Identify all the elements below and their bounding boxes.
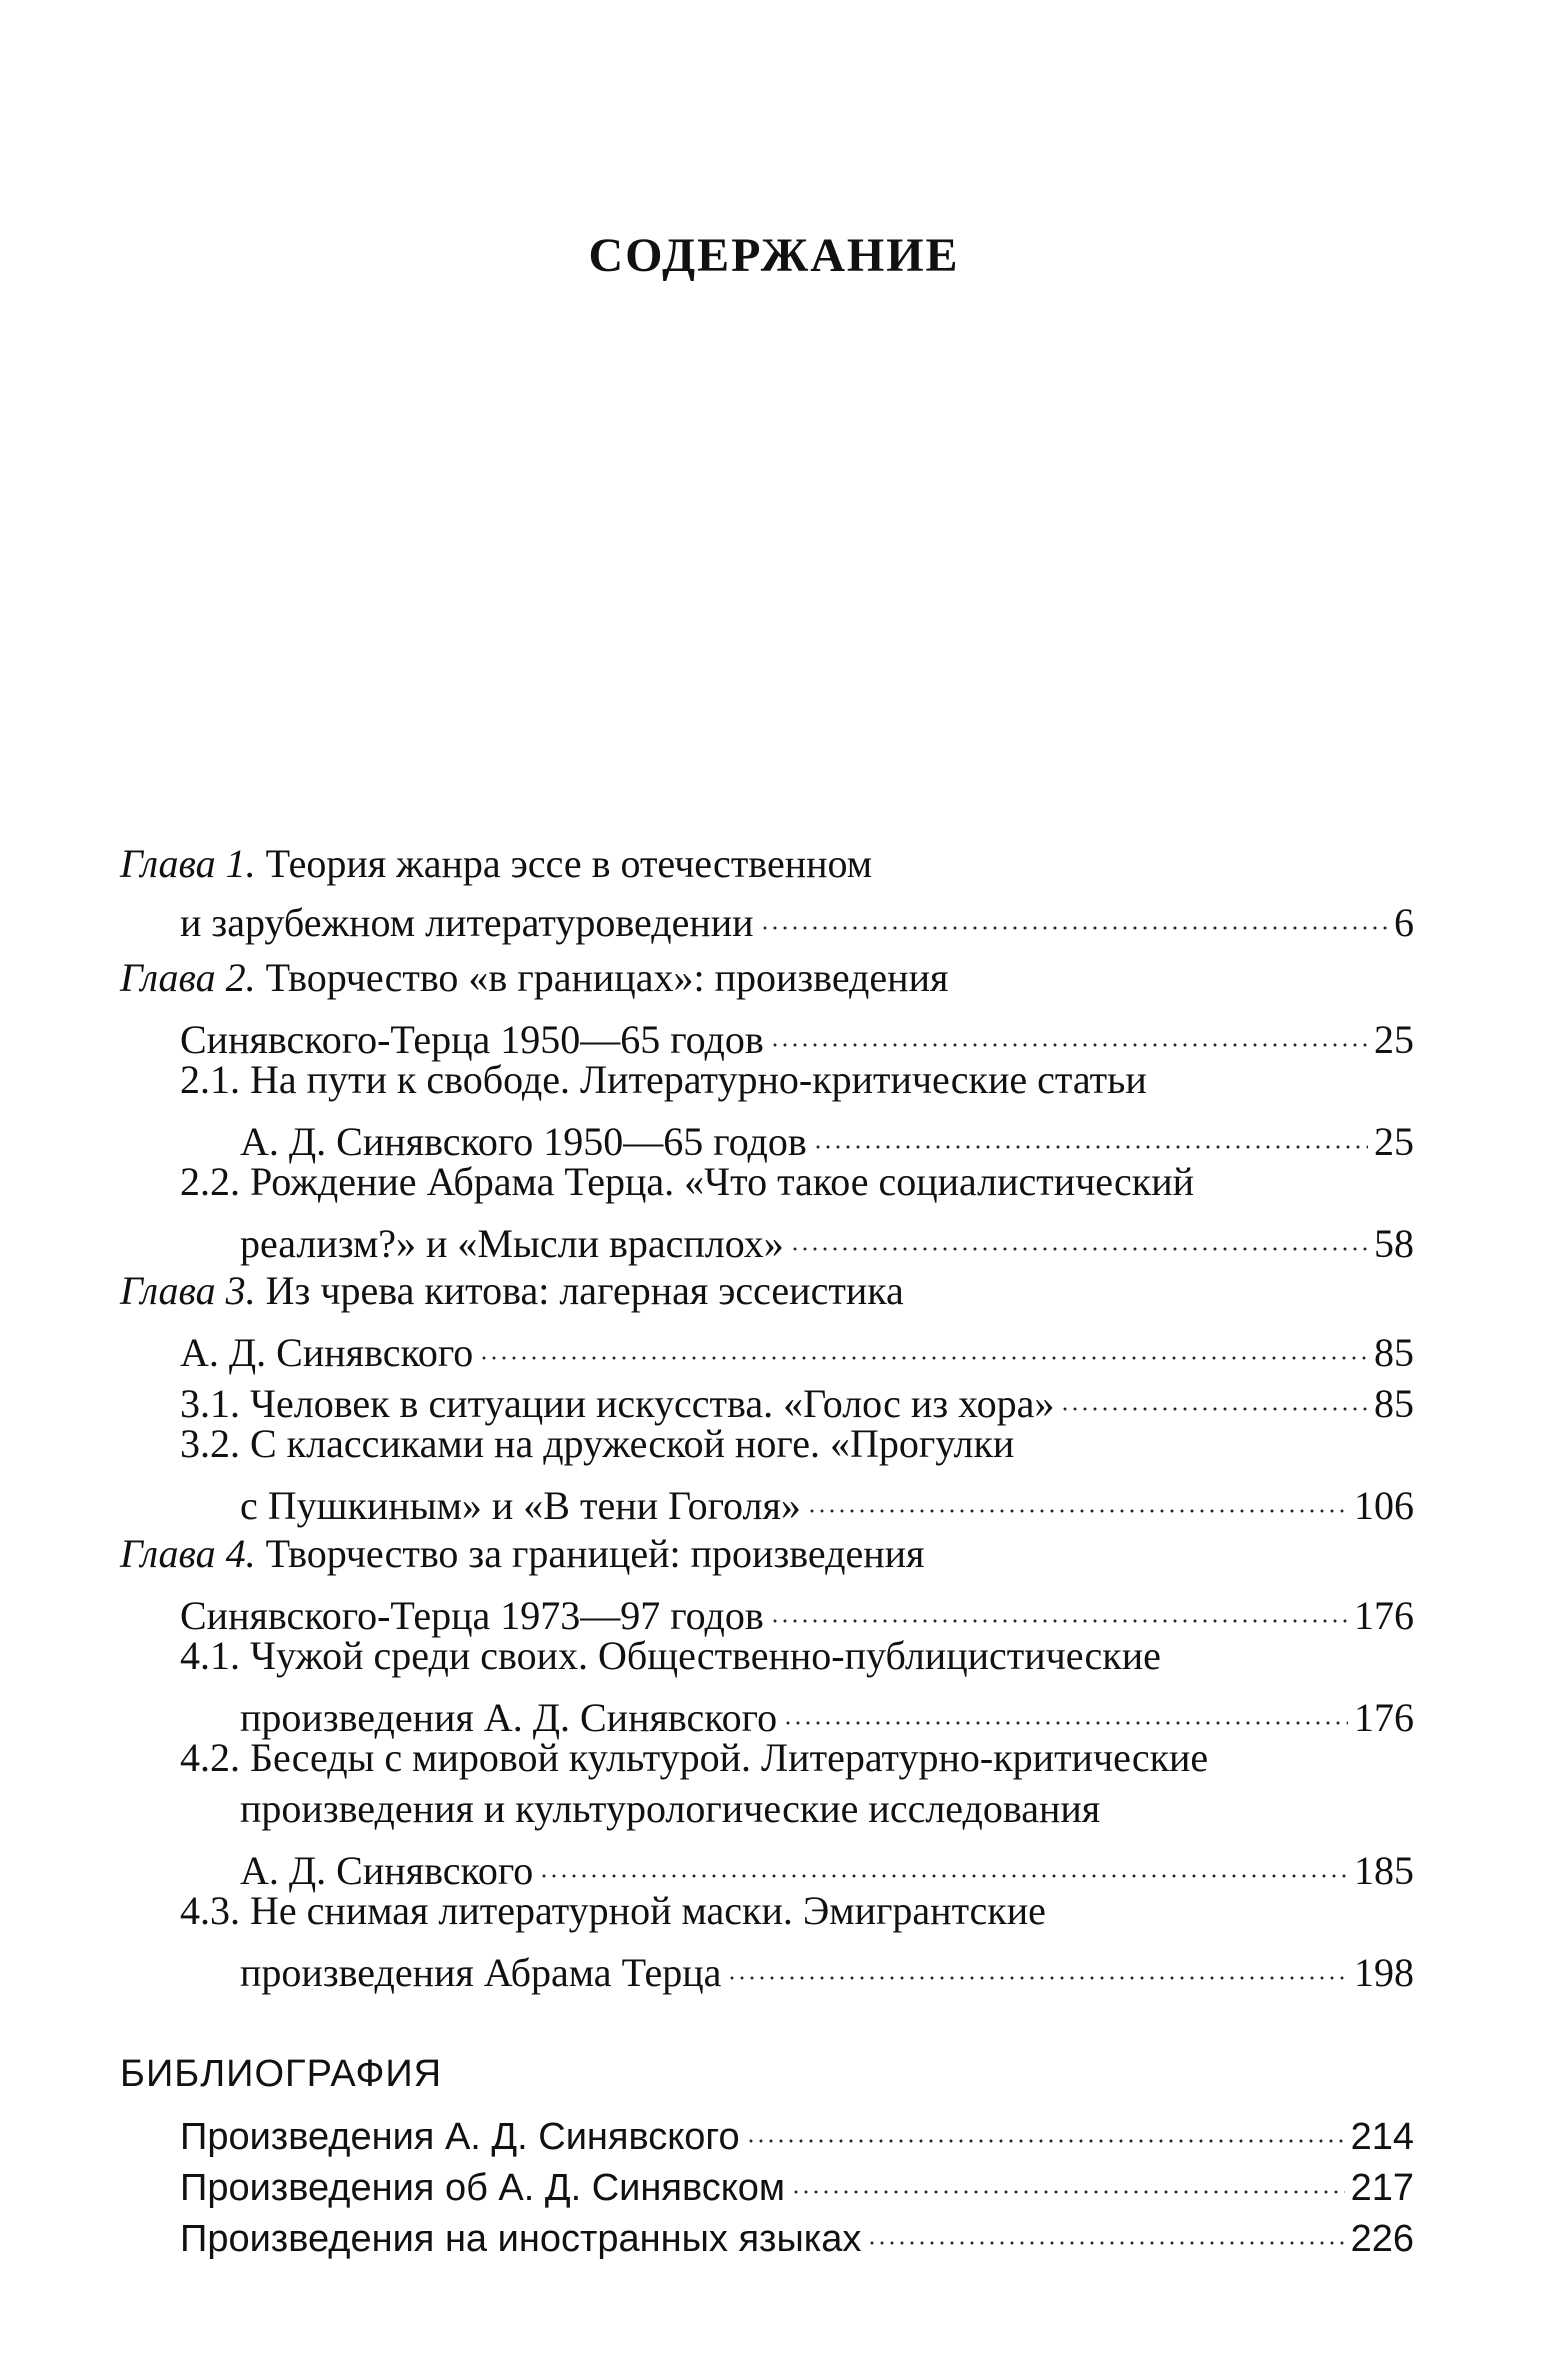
dot-leader bbox=[746, 2101, 1345, 2149]
chapter-title: Из чрева китова: лагерная эссеистика bbox=[265, 1268, 904, 1313]
dot-leader bbox=[539, 1836, 1348, 1884]
toc-chapter-3-entry[interactable] bbox=[0, 1318, 1548, 1375]
toc-section-4-3-entry[interactable] bbox=[0, 1938, 1548, 1995]
page-number: 176 bbox=[1354, 1695, 1414, 1740]
chapter-label: Глава 1. bbox=[120, 841, 256, 886]
dot-leader bbox=[770, 1005, 1368, 1053]
page-title: СОДЕРЖАНИЕ bbox=[588, 229, 960, 282]
dot-leader bbox=[479, 1318, 1368, 1366]
page-number: 85 bbox=[1374, 1330, 1414, 1375]
toc-section-3-1-entry[interactable] bbox=[0, 1369, 1548, 1426]
entry-title: Синявского-Терца 1950—65 годов bbox=[180, 1017, 764, 1062]
chapter-title: Творчество за границей: произведения bbox=[265, 1531, 925, 1576]
toc-section-2-2-heading bbox=[0, 1158, 1548, 1206]
dot-leader bbox=[1060, 1369, 1368, 1417]
section-title: 4.1. Чужой среди своих. Общественно-публицистические bbox=[180, 1633, 1161, 1678]
page-number: 85 bbox=[1374, 1381, 1414, 1426]
entry-title: А. Д. Синявского bbox=[240, 1848, 534, 1893]
chapter-label: Глава 2. bbox=[120, 955, 256, 1000]
toc-section-2-1-heading bbox=[0, 1056, 1548, 1104]
entry-title: произведения А. Д. Синявского bbox=[240, 1695, 778, 1740]
page-number: 6 bbox=[1394, 900, 1414, 945]
toc-chapter-2-heading bbox=[0, 954, 1548, 1002]
bibliography-entry[interactable] bbox=[0, 2152, 1548, 2209]
toc-section-2-1-entry[interactable] bbox=[0, 1107, 1548, 1164]
entry-title: реализм?» и «Мысли врасплох» bbox=[240, 1221, 784, 1266]
toc-section-4-2-entry[interactable] bbox=[0, 1836, 1548, 1893]
section-title: 4.2. Беседы с мировой культурой. Литературно-критические bbox=[180, 1735, 1209, 1780]
dot-leader bbox=[807, 1471, 1348, 1519]
chapter-label: Глава 4. bbox=[120, 1531, 256, 1576]
dot-leader bbox=[867, 2203, 1344, 2251]
toc-chapter-1-heading bbox=[0, 840, 1548, 888]
toc-section-4-1-heading bbox=[0, 1632, 1548, 1680]
dot-leader bbox=[813, 1107, 1368, 1155]
chapter-title: Творчество «в границах»: произведения bbox=[265, 955, 949, 1000]
entry-title: Произведения на иностранных языках bbox=[180, 2218, 862, 2260]
entry-title: с Пушкиным» и «В тени Гоголя» bbox=[240, 1483, 801, 1528]
page-number: 217 bbox=[1350, 2167, 1414, 2209]
dot-leader bbox=[791, 2152, 1345, 2200]
section-title: 3.2. С классиками на дружеской ноге. «Прогулки bbox=[180, 1421, 1015, 1466]
page-number: 58 bbox=[1374, 1221, 1414, 1266]
entry-title: и зарубежном литературоведении bbox=[180, 900, 754, 945]
entry-title: Произведения об А. Д. Синявском bbox=[180, 2167, 786, 2209]
dot-leader bbox=[783, 1683, 1348, 1731]
section-title: 2.2. Рождение Абрама Терца. «Что такое социалистический bbox=[180, 1159, 1195, 1204]
toc-section-4-1-entry[interactable] bbox=[0, 1683, 1548, 1740]
page-number: 185 bbox=[1354, 1848, 1414, 1893]
page-number: 106 bbox=[1354, 1483, 1414, 1528]
page-number: 226 bbox=[1350, 2218, 1414, 2260]
section-title-continued: произведения и культурологические исследования bbox=[240, 1786, 1101, 1831]
toc-section-2-2-entry[interactable] bbox=[0, 1209, 1548, 1266]
toc-section-3-2-heading bbox=[0, 1420, 1548, 1468]
page-number: 176 bbox=[1354, 1593, 1414, 1638]
toc-section-4-2-subheading bbox=[0, 1785, 1548, 1833]
chapter-title: Теория жанра эссе в отечественном bbox=[265, 841, 873, 886]
bibliography-entry[interactable] bbox=[0, 2203, 1548, 2260]
toc-section-4-2-heading bbox=[0, 1734, 1548, 1782]
toc-chapter-4-entry[interactable] bbox=[0, 1581, 1548, 1638]
section-title: 4.3. Не снимая литературной маски. Эмигрантские bbox=[180, 1888, 1046, 1933]
page-number: 25 bbox=[1374, 1119, 1414, 1164]
dot-leader bbox=[727, 1938, 1348, 1986]
entry-title: А. Д. Синявского bbox=[180, 1330, 474, 1375]
bibliography-entry[interactable] bbox=[0, 2101, 1548, 2158]
toc-chapter-2-entry[interactable] bbox=[0, 1005, 1548, 1062]
page-number: 198 bbox=[1354, 1950, 1414, 1995]
entry-title: 3.1. Человек в ситуации искусства. «Голос из хора» bbox=[180, 1381, 1055, 1426]
dot-leader bbox=[770, 1581, 1348, 1629]
page-number: 25 bbox=[1374, 1017, 1414, 1062]
page-number: 214 bbox=[1350, 2116, 1414, 2158]
chapter-label: Глава 3. bbox=[120, 1268, 256, 1313]
dot-leader bbox=[760, 888, 1388, 936]
toc-chapter-4-heading bbox=[0, 1530, 1548, 1578]
entry-title: Произведения А. Д. Синявского bbox=[180, 2116, 740, 2158]
entry-title: Синявского-Терца 1973—97 годов bbox=[180, 1593, 764, 1638]
bibliography-heading: БИБЛИОГРАФИЯ bbox=[120, 2053, 443, 2095]
dot-leader bbox=[790, 1209, 1368, 1257]
toc-chapter-3-heading bbox=[0, 1267, 1548, 1315]
toc-section-3-2-entry[interactable] bbox=[0, 1471, 1548, 1528]
section-title: 2.1. На пути к свободе. Литературно-критические статьи bbox=[180, 1057, 1147, 1102]
toc-chapter-1-entry[interactable] bbox=[0, 888, 1548, 945]
entry-title: произведения Абрама Терца bbox=[240, 1950, 722, 1995]
toc-section-4-3-heading bbox=[0, 1887, 1548, 1935]
entry-title: А. Д. Синявского 1950—65 годов bbox=[240, 1119, 807, 1164]
